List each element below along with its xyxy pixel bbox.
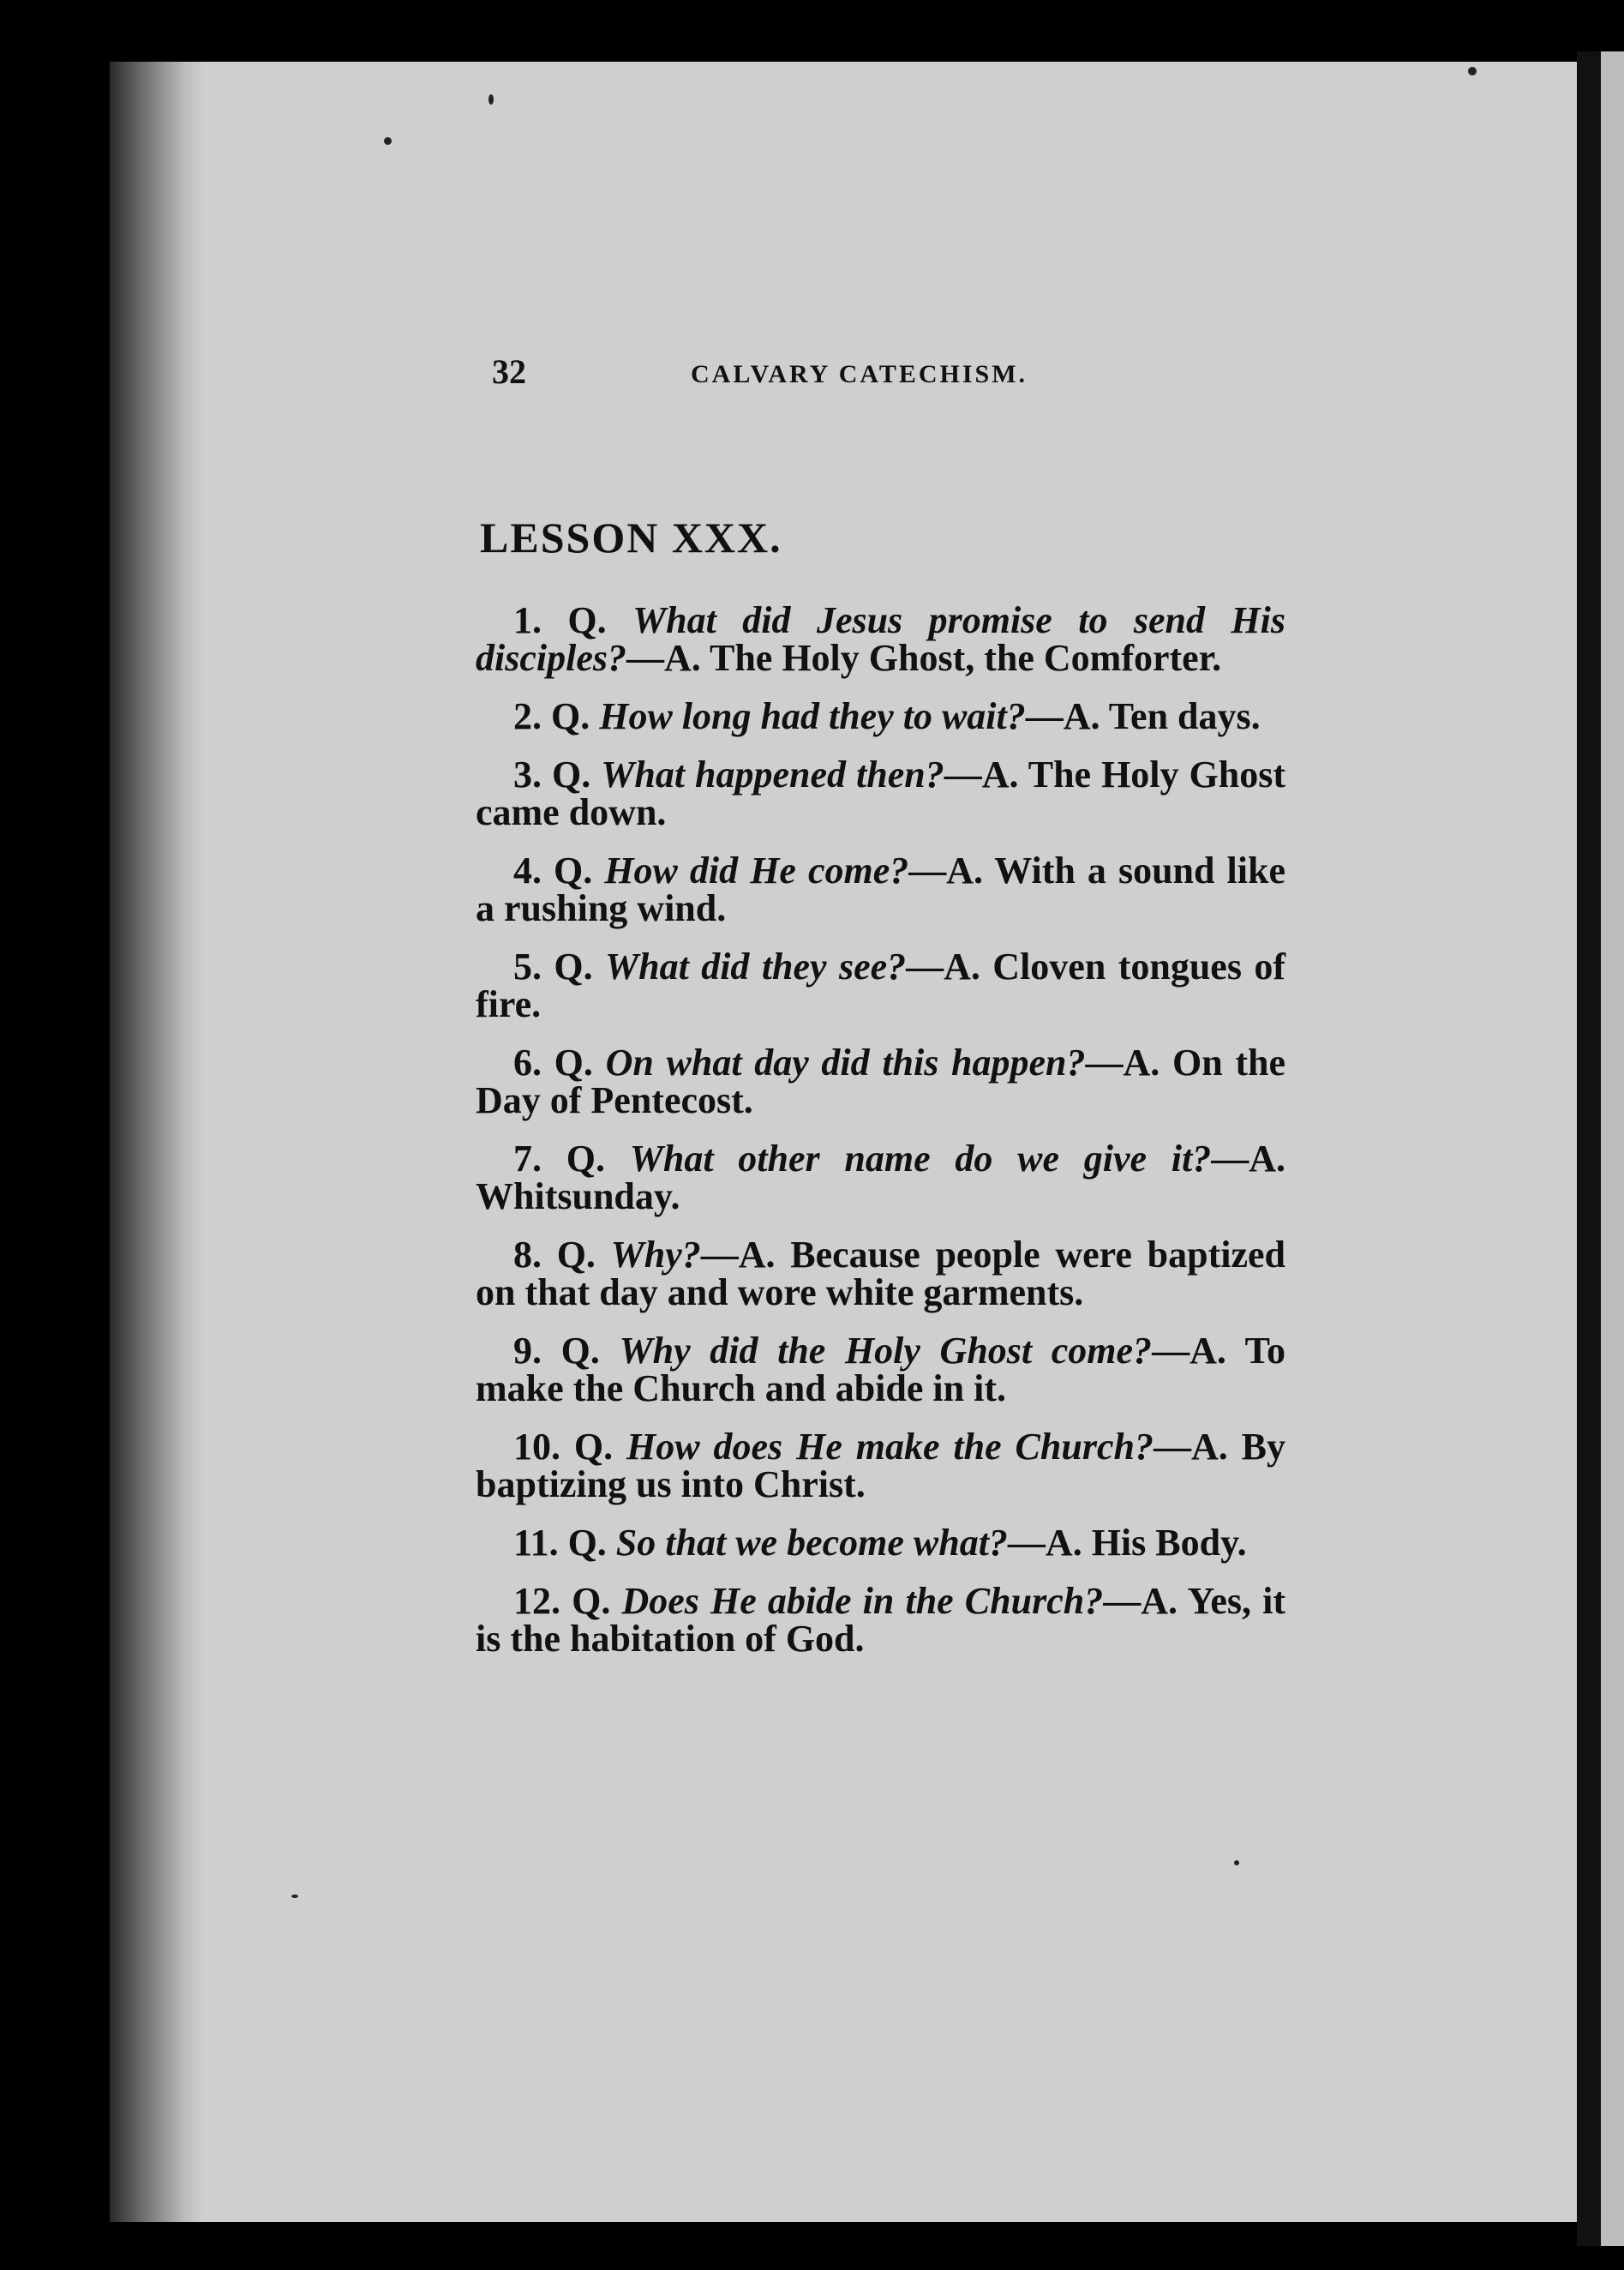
running-head (492, 351, 1109, 403)
qa-answer: —A. Yes, it is the habitation of God. (476, 1580, 1285, 1660)
qa-answer: —A. Whitsunday. (476, 1138, 1286, 1217)
qa-question: How long had they to wait? (599, 695, 1026, 737)
qa-question: What did they see? (605, 946, 907, 988)
qa-item (476, 852, 1285, 928)
qa-item (476, 1582, 1285, 1658)
speck (1234, 1860, 1239, 1865)
qa-question: How does He make the Church? (626, 1426, 1154, 1468)
lesson-title: LESSON XXX. (480, 513, 782, 561)
binding-shadow (110, 62, 204, 2222)
qa-number: 9. Q. (513, 1330, 620, 1372)
page-edge (1577, 51, 1603, 2246)
qa-answer: —A. The Holy Ghost came down. (476, 754, 1285, 833)
qa-item (476, 1140, 1285, 1216)
qa-number: 1. Q. (513, 599, 633, 641)
qa-answer: —A. By baptizing us into Christ. (476, 1426, 1285, 1505)
qa-number: 8. Q. (513, 1234, 611, 1276)
qa-answer: —A. The Holy Ghost, the Comforter. (626, 637, 1222, 679)
qa-number: 7. Q. (513, 1138, 630, 1180)
qa-number: 12. Q. (513, 1580, 622, 1622)
qa-question: On what day did this happen? (605, 1042, 1086, 1084)
qa-item (476, 1524, 1285, 1562)
facing-page-sliver (1601, 51, 1624, 2246)
qa-item (476, 695, 1285, 737)
qa-item (476, 1044, 1285, 1120)
speck (1468, 67, 1477, 75)
qa-item (476, 1236, 1285, 1312)
qa-item (476, 948, 1285, 1024)
qa-item (476, 1428, 1285, 1504)
qa-question: Does He abide in the Church? (621, 1580, 1104, 1622)
qa-question: Why? (610, 1234, 701, 1276)
page-number: 32 (492, 352, 526, 391)
qa-question: What other name do we give it? (629, 1138, 1212, 1180)
qa-number: 11. Q. (513, 1522, 616, 1564)
qa-answer: —A. Ten days. (1025, 695, 1261, 737)
qa-item (476, 1332, 1285, 1408)
qa-question: How did He come? (604, 850, 909, 892)
qa-number: 6. Q. (513, 1042, 606, 1084)
qa-number: 4. Q. (513, 850, 605, 892)
qa-answer: —A. On the Day of Pentecost. (476, 1042, 1285, 1121)
qa-answer: —A. With a sound like a rushing wind. (476, 850, 1285, 929)
speck (488, 94, 494, 105)
qa-number: 3. Q. (513, 754, 602, 796)
qa-answer: —A. Because people were baptized on that day and wore white garments. (476, 1234, 1285, 1313)
qa-answer: —A. His Body. (1007, 1522, 1247, 1564)
qa-number: 5. Q. (513, 946, 605, 988)
qa-question: What did Jesus promise to send His disciples? (476, 599, 1285, 679)
qa-answer: —A. Cloven tongues of fire. (476, 946, 1285, 1025)
book-title: CALVARY CATECHISM. (691, 360, 1028, 388)
qa-question: So that we become what? (615, 1522, 1008, 1564)
speck (291, 1895, 298, 1898)
speck (384, 137, 392, 145)
qa-question: Why did the Holy Ghost come? (619, 1330, 1153, 1372)
qa-number: 10. Q. (513, 1426, 627, 1468)
qa-question: What happened then? (601, 754, 944, 796)
qa-answer: —A. To make the Church and abide in it. (476, 1330, 1285, 1409)
qa-item (476, 599, 1285, 679)
qa-item (476, 756, 1285, 832)
qa-list (476, 599, 1286, 1678)
qa-number: 2. Q. (513, 695, 600, 737)
